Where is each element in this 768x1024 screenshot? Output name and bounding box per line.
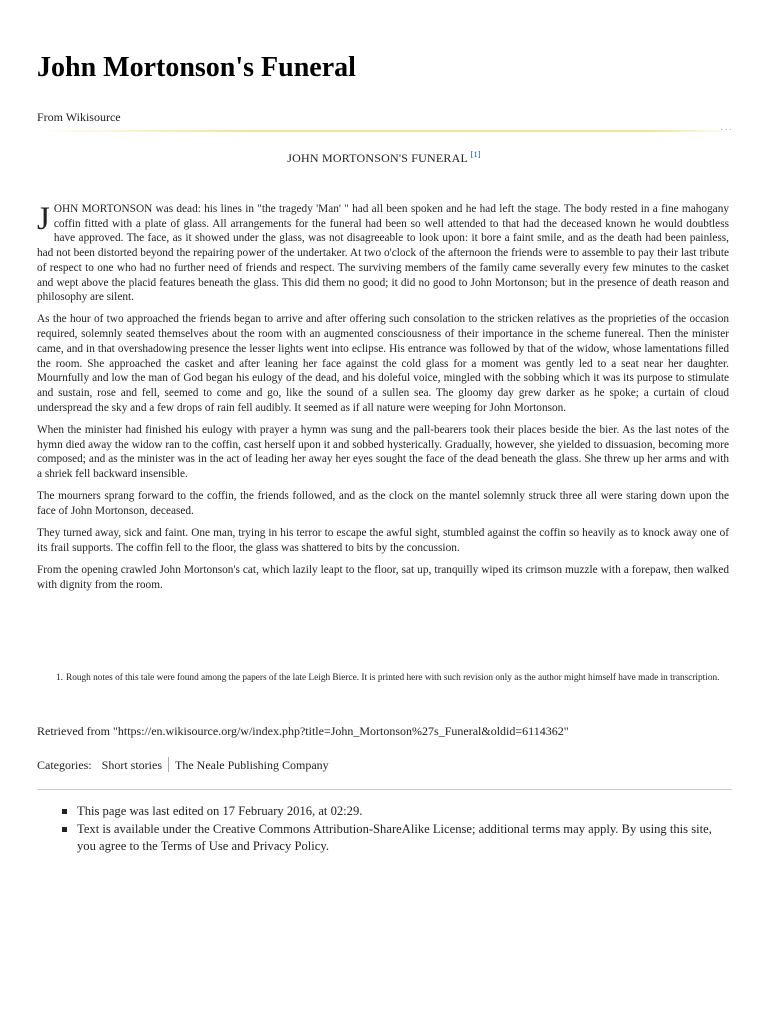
story-paragraph-text: OHN MORTONSON was dead: his lines in "the tragedy 'Man' " had all been spoken and he had left the stage. The body rested in a fine mahogany coffin fitted with a plate of glass. All arrangements for the funeral had been so well attended to that had the deceased known he would doubtless have approved. The face, as it showed under the glass, was not disagreeable to look upon: it bore a faint smile, and as the death had been painless, had not been distorted beyond the repairing power of the undertaker. At two o'clock of the afternoon the friends were to assemble to pay their last tribute of respect to one who had no further need of friends and respect. The surviving members of the family came severally every few minutes to the casket and wept above the placid features beneath the glass. This did them no good; it did no good to John Mortonson; but in the presence of death reason and philosophy are silent. (37, 203, 729, 304)
retrieved-from: Retrieved from "https://en.wikisource.org/w/index.php?title=John_Mortonson%27s_Funeral&oldid=6114362" (37, 724, 569, 738)
story-title-text: JOHN MORTONSON'S FUNERAL (287, 151, 468, 165)
story-paragraph (37, 202, 729, 305)
page-title: John Mortonson's Funeral (37, 52, 356, 83)
header-divider (37, 130, 732, 132)
footer-text: Text is available under the Creative Commons Attribution-ShareAlike License; additional terms may apply. By using this site, you agree to the Terms of Use and Privacy Policy. (77, 822, 712, 853)
story-paragraph: The mourners sprang forward to the coffin, the friends followed, and as the clock on the mantel solemnly struck three all were staring down upon the face of John Mortonson, deceased. (37, 490, 729, 517)
footer-text: This page was last edited on 17 February 2016, at 02:29. (77, 804, 363, 818)
story-body (37, 202, 729, 600)
header-divider-dots: ··· (720, 125, 733, 136)
story-title (0, 150, 768, 166)
footer-item-license (60, 821, 720, 855)
drop-cap: J (37, 201, 50, 237)
bullet-icon (62, 827, 67, 832)
categories-label: Categories: (37, 758, 92, 772)
story-paragraph: They turned away, sick and faint. One man, trying in his terror to escape the awful sight, stumbled against the coffin so heavily as to knock away one of its frail supports. The coffin fell to the floor, the glass was shattered to bits by the concussion. (37, 527, 729, 554)
footer-item-last-edited (60, 803, 720, 820)
footer-info (60, 803, 720, 856)
story-paragraph: From the opening crawled John Mortonson's cat, which lazily leapt to the floor, sat up, tranquilly wiped its crimson muzzle with a forepaw, then walked with dignity from the room. (37, 563, 729, 591)
bullet-icon (62, 809, 67, 814)
story-paragraph: As the hour of two approached the friends began to arrive and after offering such consolation to the stricken relatives as the proprieties of the occasion required, solemnly seated themselves about the room with an augmented consciousness of their importance in the scheme funereal. Then the minister came, and in that overshadowing presence the lesser lights went into eclipse. His entrance was followed by that of the widow, whose lamentations filled the room. She approached the casket and after leaning her face against the cold glass for a moment was gently led to a seat near her daughter. Mournfully and low the man of God began his eulogy of the dead, and his doleful voice, mingled with the sobbing which it was its purpose to stimulate and sustain, rose and fell, seemed to come and go, like the sound of a sullen sea. The gloomy day grew darker as he spoke; a curtain of cloud underspread the sky and a few drops of rain fell audibly. It seemed as if all nature were weeping for John Mortonson. (37, 313, 729, 414)
footer-divider (37, 789, 732, 790)
story-paragraph: When the minister had finished his eulogy with prayer a hymn was sung and the pall-bearers took their places beside the bier. As the last notes of the hymn died away the widow ran to the coffin, cast herself upon it and sobbed hysterically. Gradually, however, she yielded to dissuasion, becoming more composed; and as the minister was in the act of leading her away her eyes sought the face of the dead beneath the glass. She threw up her arms and with a shriek fell backward insensible. (37, 423, 729, 480)
reference-text: Rough notes of this tale were found among the papers of the late Leigh Bierce. It is printed here with such revision only as the author might himself have made in transcription. (66, 673, 720, 683)
category-link-neale-publishing[interactable]: The Neale Publishing Company (175, 758, 329, 772)
category-separator (168, 757, 169, 772)
reference-number: 1. (56, 673, 63, 683)
references-list (56, 672, 726, 685)
story-reference-link[interactable]: [1] (470, 150, 481, 159)
categories-bar (37, 757, 329, 773)
source-note: From Wikisource (37, 110, 121, 124)
category-link-short-stories[interactable]: Short stories (101, 758, 162, 772)
